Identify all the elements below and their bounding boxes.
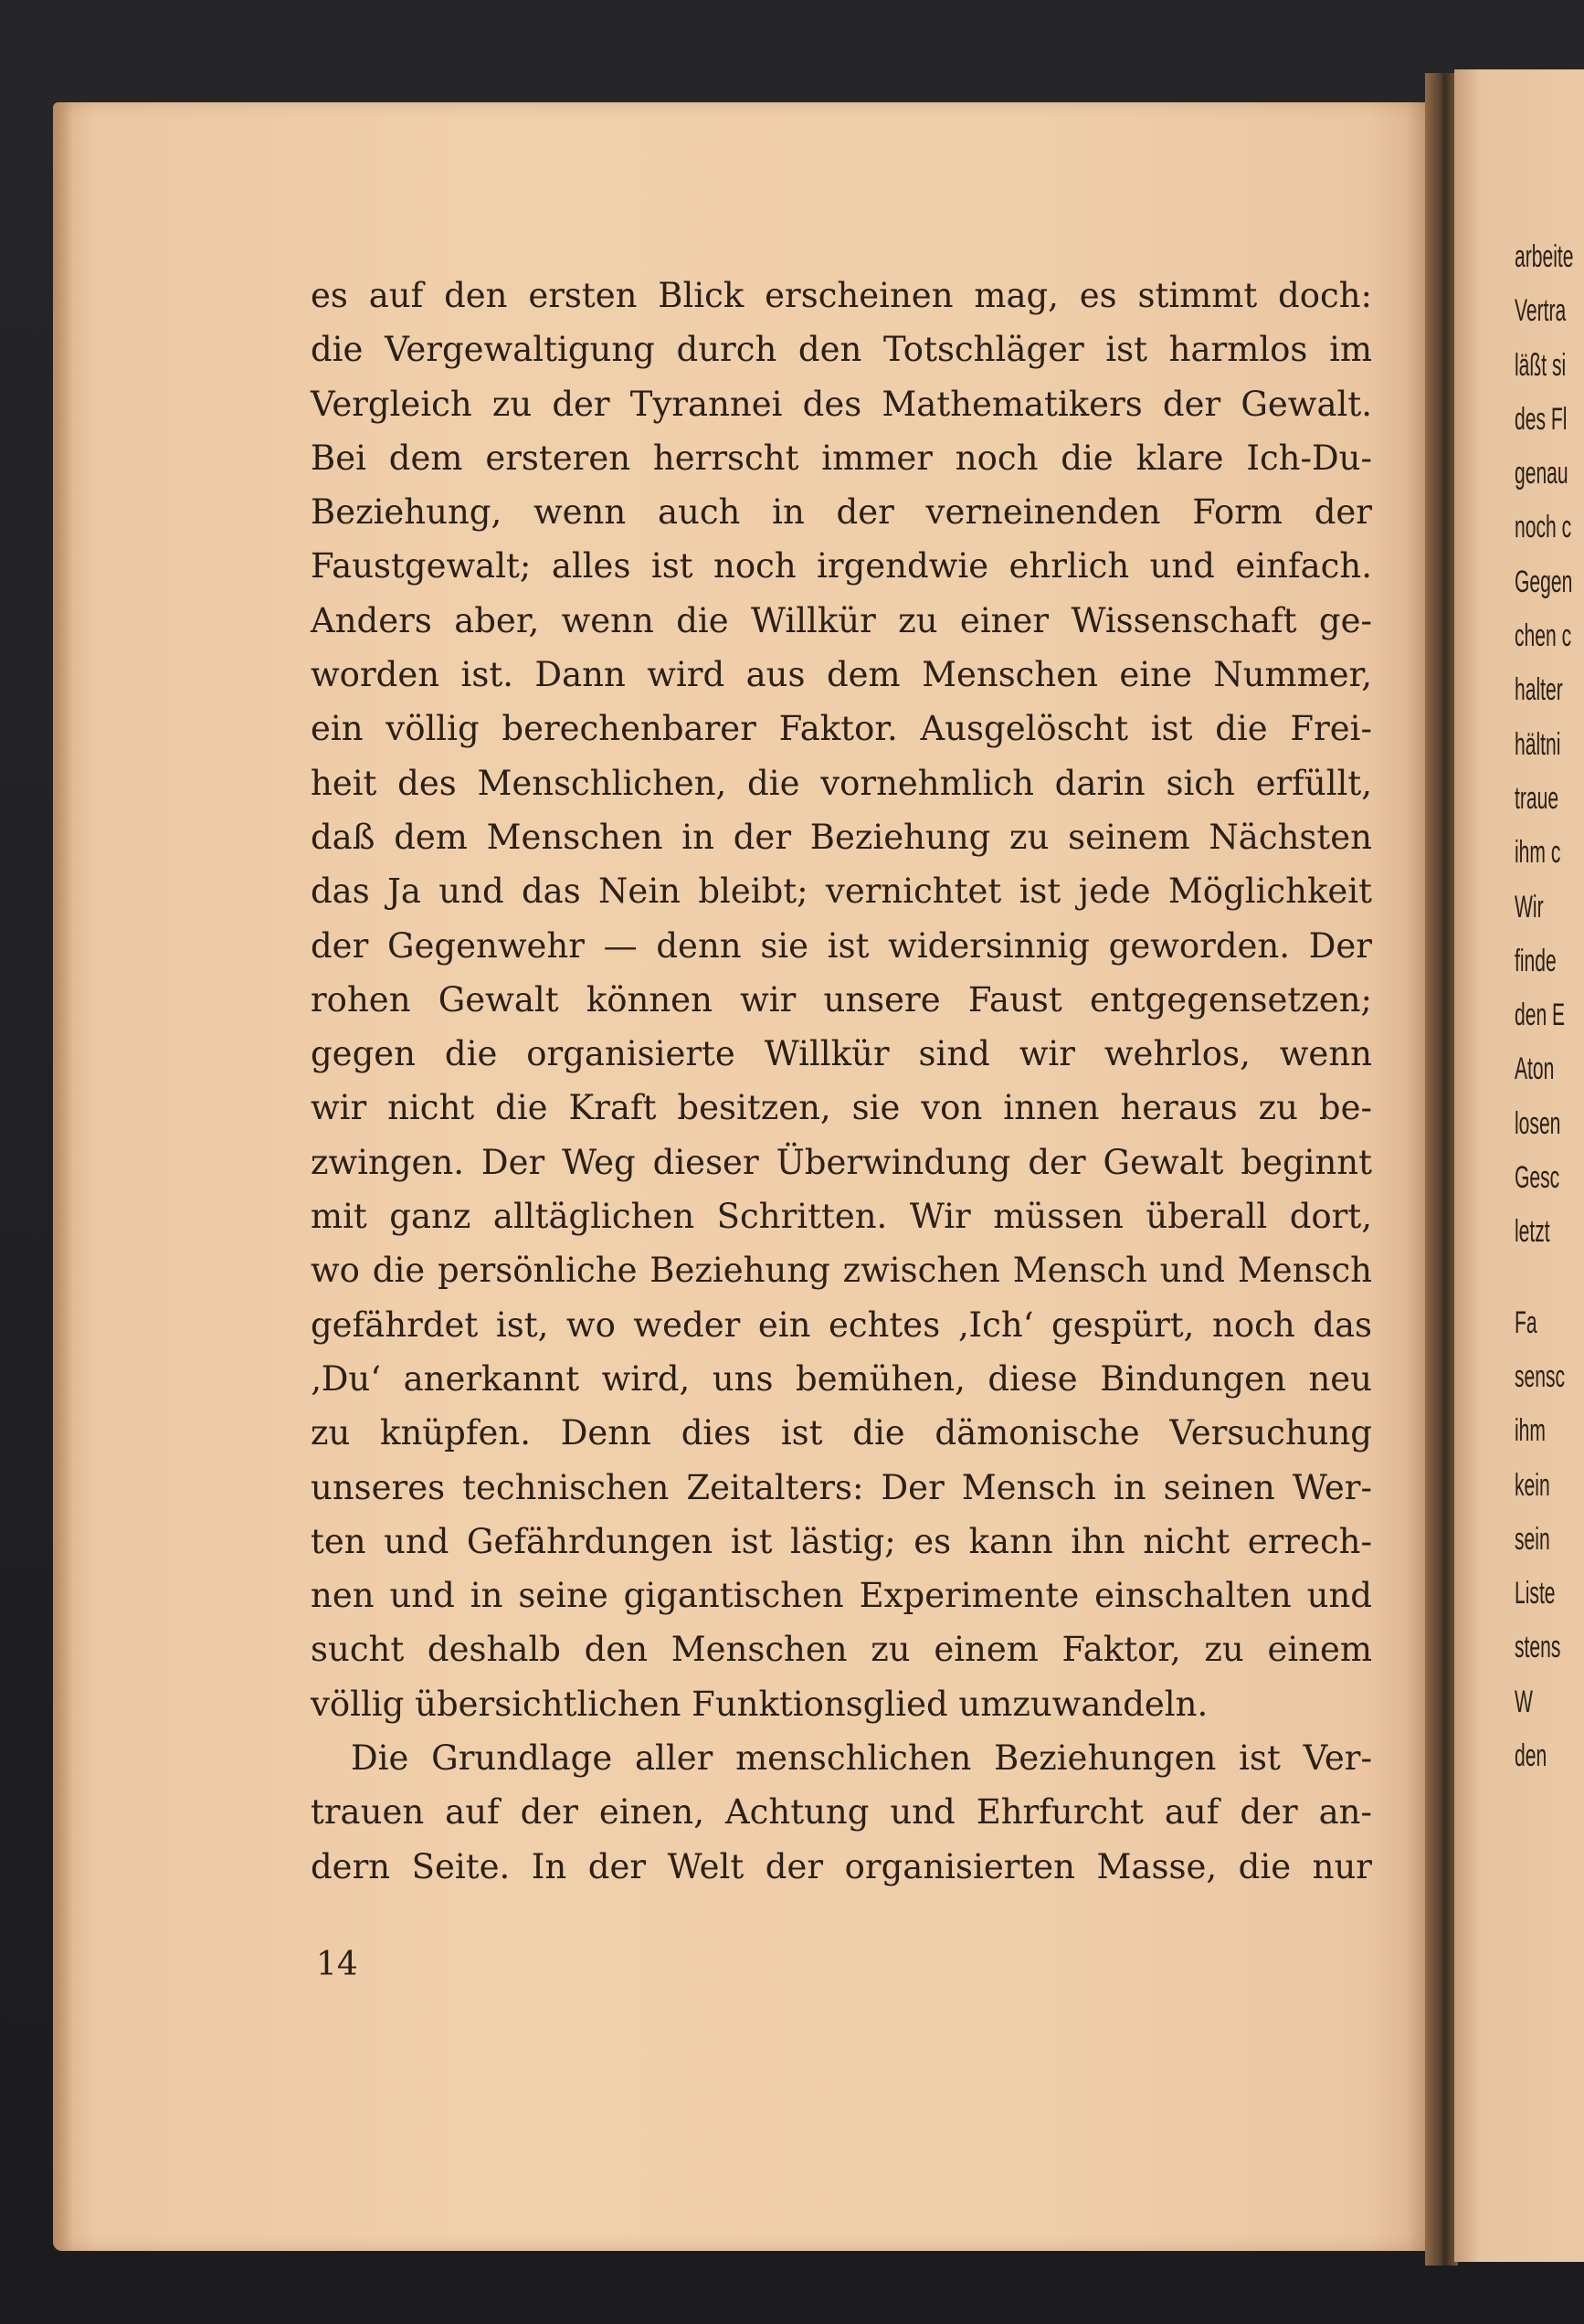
text-line-3: Vergleich zu der Tyrannei des Mathematikers der Gewalt.	[311, 384, 1372, 424]
right-line: sein	[1515, 1521, 1550, 1557]
text-line-14: rohen Gewalt können wir unsere Faust entgegensetzen;	[311, 979, 1372, 1019]
right-line: des Fl	[1515, 401, 1568, 437]
left-page	[53, 102, 1432, 2251]
right-line: W	[1515, 1684, 1533, 1719]
text-line-19: wo die persönliche Beziehung zwischen Mensch und Mensch	[311, 1251, 1372, 1291]
right-line: Vertra	[1515, 293, 1567, 329]
text-line-23: unseres technischen Zeitalters: Der Mensch in seinen Wer-	[311, 1467, 1372, 1507]
right-line: losen	[1515, 1105, 1561, 1141]
text-line-29: trauen auf der einen, Achtung und Ehrfurcht auf der an-	[311, 1792, 1372, 1833]
right-line: hältni	[1515, 726, 1561, 762]
right-line: Gesc	[1515, 1160, 1560, 1196]
right-line: letzt	[1515, 1214, 1550, 1250]
text-line-8: worden ist. Dann wird aus dem Menschen eine Nummer,	[311, 655, 1372, 695]
right-page-partial	[1454, 69, 1584, 2262]
text-line-25: nen und in seine gigantischen Experimente einschalten und	[311, 1576, 1372, 1616]
body-text	[311, 269, 1372, 1894]
right-line: den E	[1515, 998, 1566, 1033]
text-line-7: Anders aber, wenn die Willkür zu einer Wissenschaft ge-	[311, 600, 1372, 640]
text-line-20: gefährdet ist, wo weder ein echtes ‚Ich‘ gespürt, noch das	[311, 1305, 1372, 1345]
text-line-15: gegen die organisierte Willkür sind wir wehrlos, wenn	[311, 1034, 1372, 1074]
text-line-28: Die Grundlage aller menschlichen Beziehungen ist Ver-	[351, 1738, 1372, 1779]
text-line-11: daß dem Menschen in der Beziehung zu seinem Nächsten	[311, 817, 1372, 857]
right-line: ihm c	[1515, 835, 1561, 871]
book-gutter	[1425, 73, 1458, 2266]
right-line: sensc	[1515, 1358, 1566, 1394]
text-line-1: es auf den ersten Blick erscheinen mag, es stimmt doch:	[311, 276, 1372, 315]
text-line-22: zu knüpfen. Denn dies ist die dämonische Versuchung	[311, 1413, 1372, 1453]
right-line: kein	[1515, 1467, 1550, 1503]
text-line-27: völlig übersichtlichen Funktionsglied umzuwandeln.	[311, 1684, 1209, 1724]
right-line: Liste	[1515, 1576, 1556, 1611]
right-line: genau	[1515, 456, 1568, 491]
text-line-10: heit des Menschlichen, die vornehmlich darin sich erfüllt,	[311, 763, 1372, 803]
text-line-9: ein völlig berechenbarer Faktor. Ausgelöscht ist die Frei-	[311, 709, 1372, 749]
right-line: Gegen	[1515, 564, 1573, 599]
text-line-18: mit ganz alltäglichen Schritten. Wir müssen überall dort,	[311, 1197, 1372, 1237]
right-line: Wir	[1515, 889, 1544, 924]
right-line: finde	[1515, 943, 1557, 978]
right-line: ihm	[1515, 1413, 1546, 1449]
right-line: noch c	[1515, 510, 1572, 545]
text-line-24: ten und Gefährdungen ist lästig; es kann ihn nicht errech-	[311, 1521, 1372, 1561]
text-line-6: Faustgewalt; alles ist noch irgendwie ehrlich und einfach.	[311, 546, 1372, 586]
text-line-16: wir nicht die Kraft besitzen, sie von innen heraus zu be-	[311, 1088, 1372, 1128]
text-line-17: zwingen. Der Weg dieser Überwindung der Gewalt beginnt	[311, 1142, 1372, 1182]
right-line: stens	[1515, 1630, 1561, 1665]
right-line: läßt si	[1515, 347, 1567, 383]
text-line-13: der Gegenwehr — denn sie ist widersinnig geworden. Der	[311, 925, 1372, 966]
right-line: Aton	[1515, 1051, 1555, 1087]
text-line-30: dern Seite. In der Welt der organisierten Masse, die nur	[311, 1846, 1372, 1886]
text-line-4: Bei dem ersteren herrscht immer noch die klare Ich-Du-	[311, 438, 1372, 478]
text-line-2: die Vergewaltigung durch den Totschläger ist harmlos im	[311, 330, 1372, 370]
text-line-21: ‚Du‘ anerkannt wird, uns bemühen, diese Bindungen neu	[311, 1358, 1372, 1399]
text-line-12: das Ja und das Nein bleibt; vernichtet ist jede Möglichkeit	[311, 872, 1372, 912]
right-line: arbeite	[1515, 239, 1574, 274]
right-line: traue	[1515, 780, 1559, 816]
text-line-5: Beziehung, wenn auch in der verneinenden Form der	[311, 492, 1372, 533]
right-line: chen c	[1515, 618, 1572, 654]
right-line: halter	[1515, 672, 1563, 708]
text-line-26: sucht deshalb den Menschen zu einem Faktor, zu einem	[311, 1630, 1372, 1670]
right-page-text	[1515, 230, 1584, 1783]
page-number: 14	[316, 1946, 358, 1983]
right-line: Fa	[1515, 1305, 1537, 1340]
right-line: den	[1515, 1738, 1547, 1774]
